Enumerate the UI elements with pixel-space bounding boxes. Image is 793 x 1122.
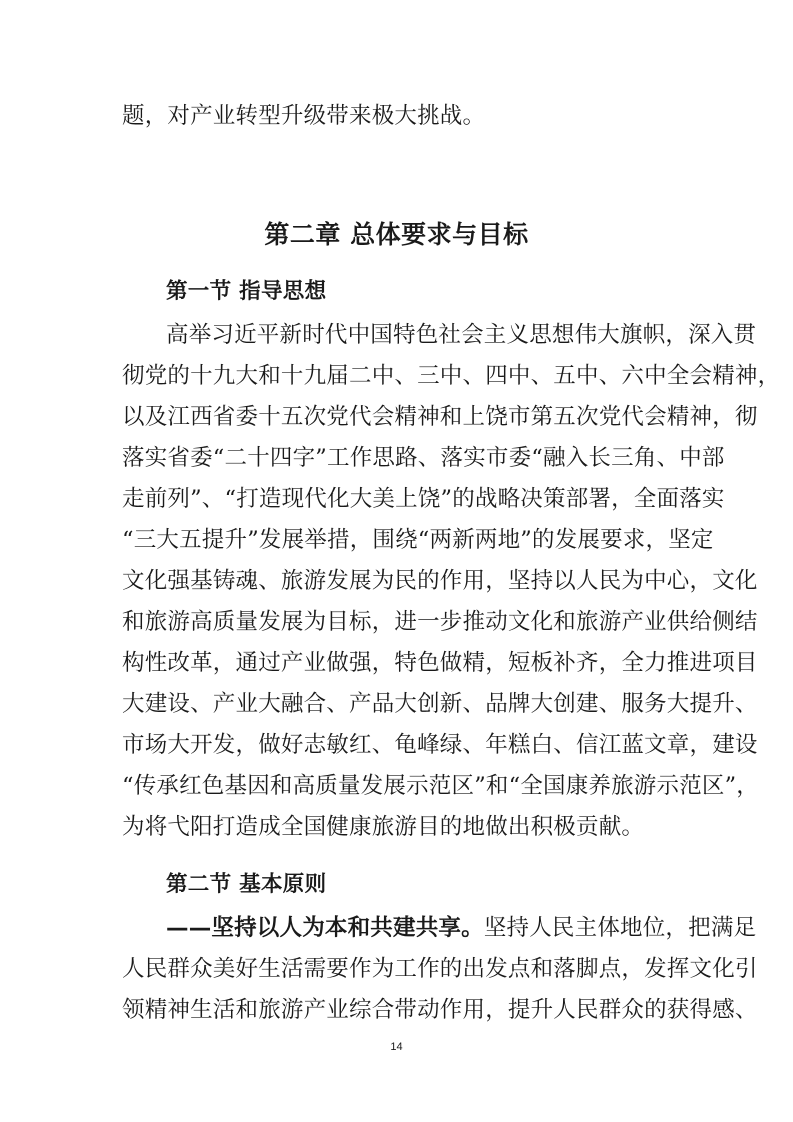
paragraph-line: 领精神生活和旅游产业综合带动作用，提升人民群众的获得感、 [122, 997, 758, 1023]
paragraph-line: 市场大开发，做好志敏红、龟峰绿、年糕白、信江蓝文章，建设 [122, 732, 758, 758]
paragraph-line: “传承红色基因和高质量发展示范区”和“全国康养旅游示范区”， [122, 773, 760, 799]
principle-heading: ——坚持以人为本和共建共享。 [166, 915, 484, 941]
chapter-title: 第二章 总体要求与目标 [264, 220, 529, 249]
paragraph-line: 构性改革，通过产业做强，特色做精，短板补齐，全力推进项目 [122, 650, 758, 676]
paragraph-line: 人民群众美好生活需要作为工作的出发点和落脚点，发挥文化引 [122, 956, 758, 982]
paragraph-line: 以及江西省委十五次党代会精神和上饶市第五次党代会精神，彻 [122, 404, 758, 430]
paragraph-line: 彻党的十九大和十九届二中、三中、四中、五中、六中全会精神， [122, 363, 781, 389]
paragraph-line: 文化强基铸魂、旅游发展为民的作用，坚持以人民为中心，文化 [122, 568, 758, 594]
principle-first-line [166, 913, 757, 943]
paragraph-line: “三大五提升”发展举措，围绕“两新两地”的发展要求，坚定 [122, 527, 714, 553]
section-title-guiding-ideology: 第一节 指导思想 [166, 279, 327, 304]
principle-text: 坚持人民主体地位，把满足 [483, 915, 757, 941]
paragraph-line: 大建设、产业大融合、产品大创新、品牌大创建、服务大提升、 [122, 691, 758, 717]
paragraph-line: 和旅游高质量发展为目标，进一步推动文化和旅游产业供给侧结 [122, 609, 758, 635]
paragraph-line: 走前列”、“打造现代化大美上饶”的战略决策部署，全面落实 [122, 486, 725, 512]
section-title-basic-principles: 第二节 基本原则 [166, 872, 327, 897]
continued-paragraph-line: 题，对产业转型升级带来极大挑战。 [122, 103, 486, 129]
page-number: 14 [390, 1041, 403, 1053]
paragraph-line: 落实省委“二十四字”工作思路、落实市委“融入长三角、中部 [122, 445, 725, 471]
paragraph-line: 为将弋阳打造成全国健康旅游目的地做出积极贡献。 [122, 814, 645, 840]
paragraph-line: 高举习近平新时代中国特色社会主义思想伟大旗帜，深入贯 [166, 322, 757, 348]
